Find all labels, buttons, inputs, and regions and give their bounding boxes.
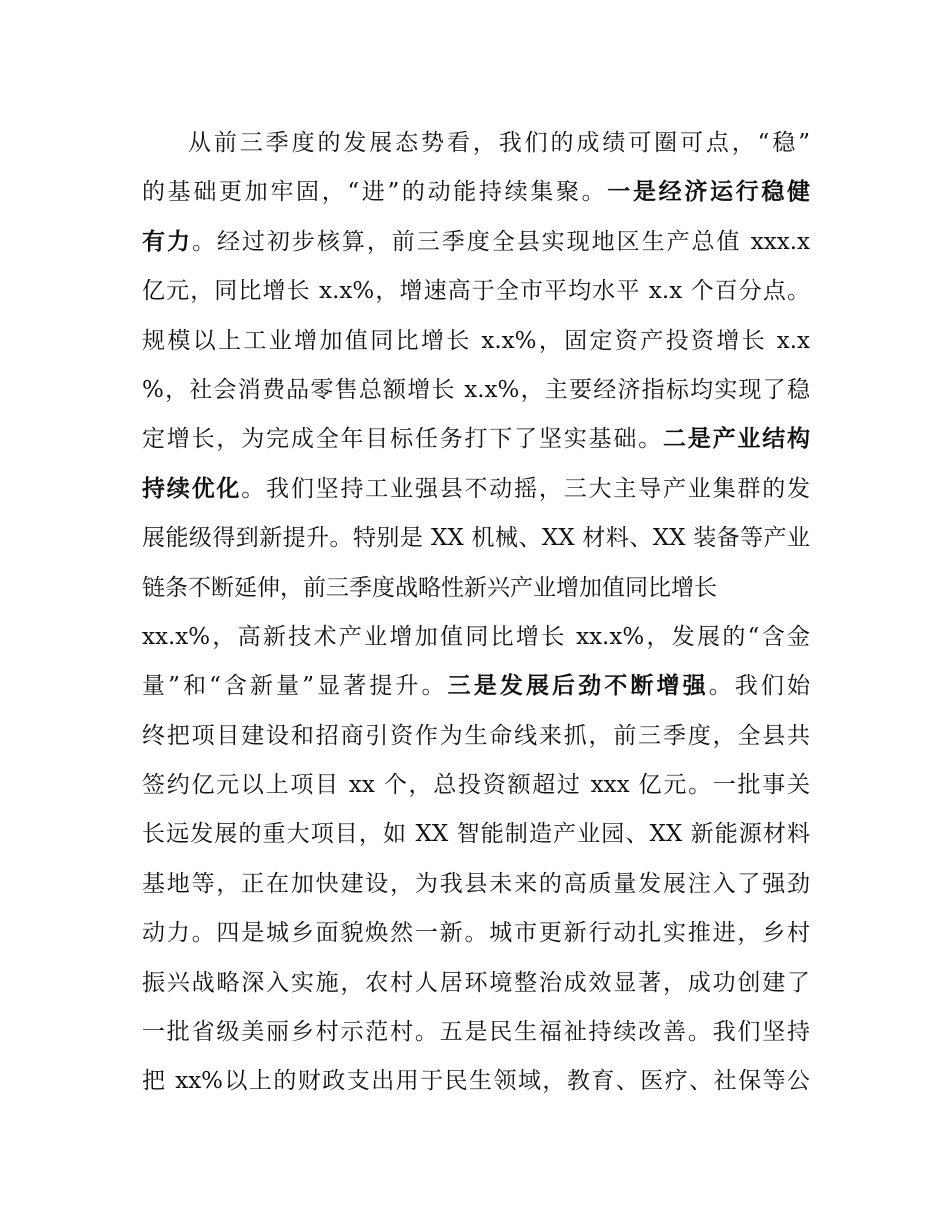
body-text: 把 xx%以上的财政支出用于民生领域，教育、医疗、社保等公 (142, 1068, 810, 1095)
body-text: %，社会消费品零售总额增长 x.x%，主要经济指标均实现了稳 (142, 376, 810, 403)
body-text: 亿元，同比增长 x.x%，增速高于全市平均水平 x.x 个百分点。 (142, 278, 810, 305)
text-line (142, 1064, 810, 1113)
text-line (142, 817, 810, 866)
text-line (142, 916, 810, 965)
body-text: 终把项目建设和招商引资作为生命线来抓，前三季度，全县共 (142, 722, 810, 749)
body-text: xx.x%，高新技术产业增加值同比增长 xx.x%，发展的“含金 (142, 623, 810, 650)
body-text: 。我们坚持工业强县不动摇，三大主导产业集群的发 (241, 475, 811, 502)
body-text: 一批省级美丽乡村示范村。五是民生福祉持续改善。我们坚持 (142, 1019, 810, 1046)
body-text: 量”和“含新量”显著提升。 (142, 673, 448, 700)
body-text: 动力。四是城乡面貌焕然一新。城市更新行动扎实推进，乡村 (142, 920, 810, 947)
bold-heading-text: 二是产业结构 (662, 426, 811, 453)
text-line (142, 175, 810, 224)
text-line (142, 126, 810, 175)
body-text: 签约亿元以上项目 xx 个，总投资额超过 xxx 亿元。一批事关 (142, 772, 810, 799)
text-line (142, 571, 810, 620)
body-text: 。经过初步核算，前三季度全县实现地区生产总值 xxx.x (191, 228, 811, 255)
body-text: 。我们始 (708, 673, 811, 700)
body-text: 展能级得到新提升。特别是 XX 机械、XX 材料、XX 装备等产业 (142, 525, 810, 552)
text-line (142, 472, 810, 521)
body-text: 定增长，为完成全年目标任务打下了坚实基础。 (142, 426, 663, 453)
text-line (142, 373, 810, 422)
text-line (142, 966, 810, 1015)
body-text: 基地等，正在加快建设，为我县未来的高质量发展注入了强劲 (142, 870, 810, 897)
body-text: 从前三季度的发展态势看，我们的成绩可圈可点，“稳” (188, 130, 810, 156)
text-line (142, 867, 810, 916)
bold-heading-text: 持续优化 (142, 475, 242, 502)
text-line (142, 719, 810, 768)
text-line (142, 768, 810, 817)
text-line (142, 669, 810, 718)
text-line (142, 1015, 810, 1064)
body-text: 链条不断延伸，前三季度战略性新兴产业增加值同比增长 (142, 574, 717, 601)
body-text: 规模以上工业增加值同比增长 x.x%，固定资产投资增长 x.x (142, 327, 810, 354)
body-text: 振兴战略深入实施，农村人居环境整治成效显著，成功创建了 (142, 969, 810, 996)
text-line (142, 274, 810, 323)
body-text: 长远发展的重大项目，如 XX 智能制造产业园、XX 新能源材料 (142, 821, 810, 848)
bold-heading-text: 一是经济运行稳健 (607, 179, 810, 206)
text-line (142, 225, 810, 274)
text-line (142, 620, 810, 669)
bold-heading-text: 有力 (142, 228, 192, 255)
text-line (142, 324, 810, 373)
bold-heading-text: 三是发展后劲不断增强 (447, 673, 709, 700)
text-line (142, 521, 810, 570)
body-text: 的基础更加牢固，“进”的动能持续集聚。 (142, 179, 608, 206)
document-body (142, 126, 810, 1114)
text-line (142, 422, 810, 471)
